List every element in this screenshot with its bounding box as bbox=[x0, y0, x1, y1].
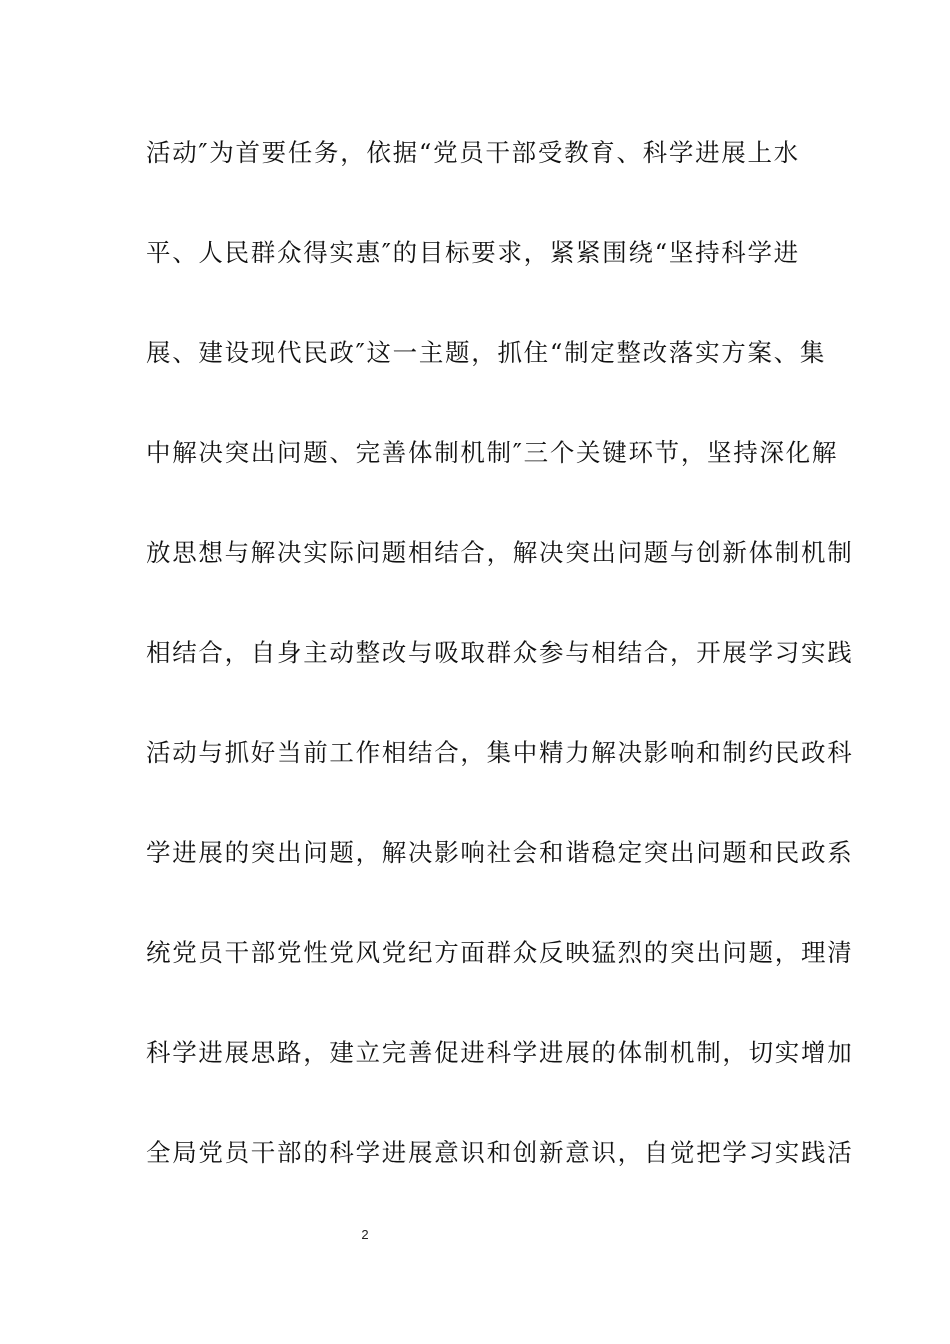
text-line-6: 相结合，自身主动整改与吸取群众参与相结合，开展学习实践 bbox=[146, 638, 854, 667]
text-line-3: 展、建设现代民政″这一主题，抓住“制定整改落实方案、集 bbox=[146, 338, 827, 367]
text-line-4: 中解决突出问题、完善体制机制″三个关键环节，坚持深化解 bbox=[146, 438, 839, 467]
text-line-9: 统党员干部党性党风党纪方面群众反映猛烈的突出问题，理清 bbox=[146, 938, 854, 967]
text-line-10: 科学进展思路，建立完善促进科学进展的体制机制，切实增加 bbox=[146, 1038, 854, 1067]
text-line-8: 学进展的突出问题，解决影响社会和谐稳定突出问题和民政系 bbox=[146, 838, 854, 867]
text-line-1: 活动″为首要任务，依据“党员干部受教育、科学进展上水 bbox=[146, 138, 800, 167]
text-line-11: 全局党员干部的科学进展意识和创新意识，自觉把学习实践活 bbox=[146, 1138, 854, 1167]
page-number: 2 bbox=[361, 1227, 369, 1242]
text-line-5: 放思想与解决实际问题相结合，解决突出问题与创新体制机制 bbox=[146, 538, 854, 567]
text-line-2: 平、人民群众得实惠″的目标要求，紧紧围绕“坚持科学进 bbox=[146, 238, 800, 267]
text-line-7: 活动与抓好当前工作相结合，集中精力解决影响和制约民政科 bbox=[146, 738, 854, 767]
body-paragraph bbox=[146, 128, 854, 1228]
